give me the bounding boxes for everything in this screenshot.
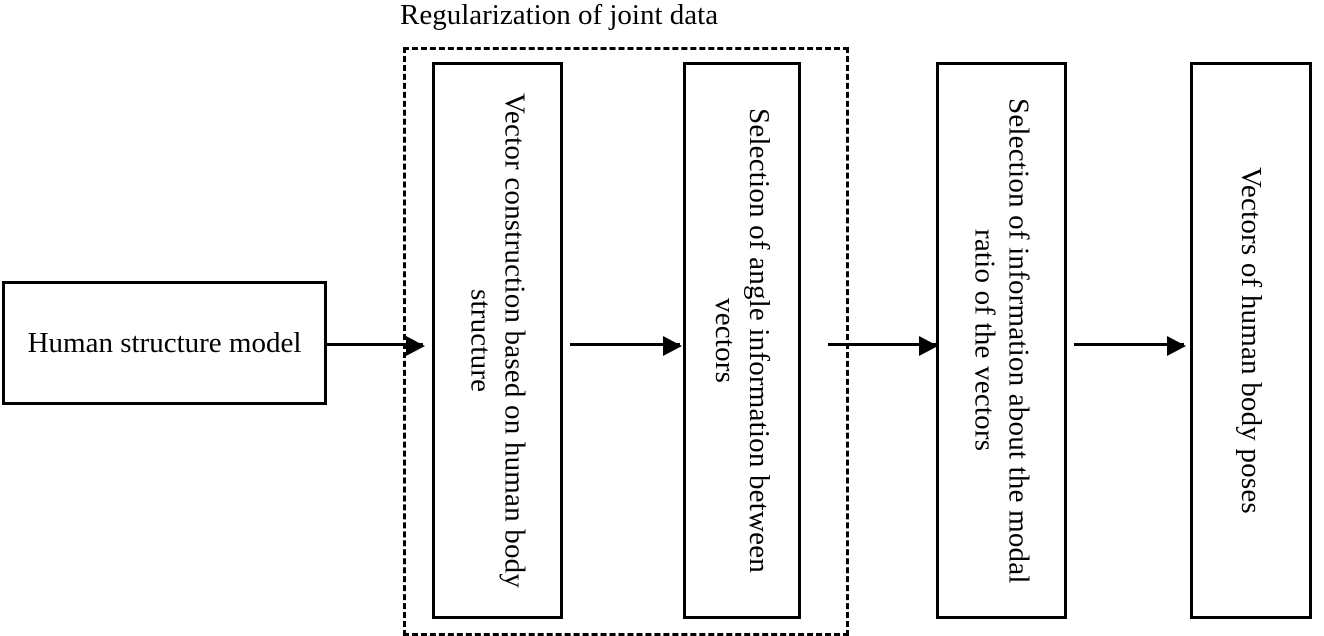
node-angle-selection-label: Selection of angle information between vectors bbox=[709, 107, 776, 573]
node-angle-selection bbox=[683, 62, 801, 619]
arrow-2 bbox=[570, 343, 680, 346]
node-human-structure-model-label: Human structure model bbox=[27, 326, 302, 359]
arrow-3 bbox=[828, 343, 936, 346]
node-vector-construction-label: Vector construction based on human body structure bbox=[464, 92, 531, 589]
node-modal-ratio-selection-label: Selection of information about the modal ratio of the vectors bbox=[968, 97, 1035, 584]
node-vector-construction bbox=[432, 62, 563, 619]
node-human-structure-model bbox=[2, 281, 327, 405]
node-human-body-poses-label: Vectors of human body poses bbox=[1235, 167, 1268, 514]
regularization-group-title: Regularization of joint data bbox=[400, 0, 719, 31]
node-human-body-poses bbox=[1190, 62, 1312, 619]
arrow-4 bbox=[1074, 343, 1184, 346]
node-modal-ratio-selection bbox=[936, 62, 1067, 619]
arrow-1 bbox=[327, 343, 423, 346]
